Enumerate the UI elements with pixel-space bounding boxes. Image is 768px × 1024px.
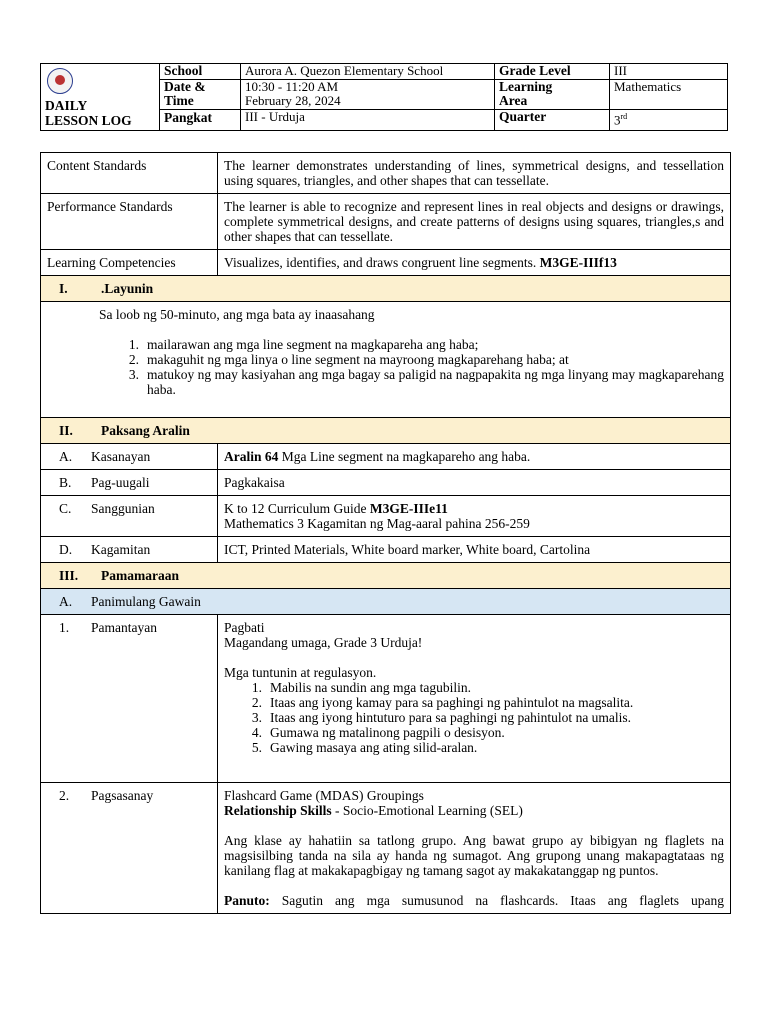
performance-standards-label: Performance Standards <box>41 194 218 250</box>
lesson-log-header <box>40 63 728 131</box>
objective-item: 3. matukoy ng may kasiyahan ang mga bagay sa paligid na nagpapakita ng mga linyang may magkaparehang haba. <box>128 367 724 397</box>
content-standards-text: The learner demonstrates understanding of lines, symmetrical designs, and tessellation using squares, triangles, and other shapes that can tessellate. <box>218 153 731 194</box>
rule-item: 1. Mabilis na sundin ang mga tagubilin. <box>251 680 471 695</box>
lesson-plan-table <box>40 152 731 914</box>
section-pamamaraan-header: III. Pamamaraan <box>41 563 731 589</box>
objective-item: 2. makaguhit ng mga linya o line segment na mayroong magkaparehang haba; at <box>128 352 569 367</box>
rules-list <box>224 680 724 755</box>
rule-item: 2. Itaas ang iyong kamay para sa paghingi ng pahintulot na magsalita. <box>251 695 634 710</box>
header-title-line2: LESSON LOG <box>45 113 132 128</box>
learning-area-label: Learning Area <box>495 79 610 109</box>
pag-uugali-row: B. Pag-uugali Pagkakaisa <box>41 470 731 496</box>
rule-item: 4. Gumawa ng matalinong pagpili o desisyon. <box>251 725 505 740</box>
school-value: Aurora A. Quezon Elementary School <box>241 64 495 80</box>
learning-competencies-text: Visualizes, identifies, and draws congruent line segments. M3GE-IIIf13 <box>218 250 731 276</box>
content-standards-label: Content Standards <box>41 153 218 194</box>
layunin-body <box>41 302 731 418</box>
kasanayan-row: A. Kasanayan Aralin 64 Mga Line segment na magkapareho ang haba. <box>41 444 731 470</box>
performance-standards-row <box>41 194 731 250</box>
section-paksang-aralin-header: II. Paksang Aralin <box>41 418 731 444</box>
deped-seal-icon <box>47 68 73 94</box>
date-label: Date & Time <box>160 79 241 109</box>
school-label: School <box>160 64 241 80</box>
date-value: 10:30 - 11:20 AM February 28, 2024 <box>241 79 495 109</box>
performance-standards-text: The learner is able to recognize and represent lines in real objects and designs or drawings, complete symmetrical designs, and create patterns of designs using squares, triangles,s and other shapes that can tessellate. <box>218 194 731 250</box>
panimulang-gawain-header: A. Panimulang Gawain <box>41 589 731 615</box>
objective-item: 1. mailarawan ang mga line segment na magkapareha ang haba; <box>128 337 479 352</box>
learning-competencies-label: Learning Competencies <box>41 250 218 276</box>
learning-competencies-row <box>41 250 731 276</box>
section-layunin-header: I. .Layunin <box>41 276 731 302</box>
pangkat-value: III - Urduja <box>241 110 495 131</box>
quarter-label: Quarter <box>495 110 610 131</box>
sanggunian-row: C. Sanggunian K to 12 Curriculum Guide M3GE-IIIe11 Mathematics 3 Kagamitan ng Mag-aaral pahina 256-259 <box>41 496 731 537</box>
learning-area-value: Mathematics <box>610 79 728 109</box>
content-standards-row <box>41 153 731 194</box>
grade-value: III <box>610 64 728 80</box>
quarter-value: 3rd <box>610 110 728 131</box>
pamantayan-row: 1. Pamantayan Pagbati Magandang umaga, Grade 3 Urduja! Mga tuntunin at regulasyon. 1. Mabilis na sundin ang mga tagubilin. 2. Itaas ang iyong kamay para sa paghingi ng pahintulot na magsalita. 3. Itaas ang iyong hintuturo para sa paghingi ng pahintulot na umalis. 4. Gumawa ng matalinong pagpili o desisyon. 5. Gawing masaya ang ating silid-aralan. <box>41 615 731 783</box>
layunin-intro: Sa loob ng 50-minuto, ang mga bata ay inaasahang <box>99 307 375 322</box>
rule-item: 3. Itaas ang iyong hintuturo para sa paghingi ng pahintulot na umalis. <box>251 710 632 725</box>
kagamitan-row: D. Kagamitan ICT, Printed Materials, White board marker, White board, Cartolina <box>41 537 731 563</box>
pangkat-label: Pangkat <box>160 110 241 131</box>
rule-item: 5. Gawing masaya ang ating silid-aralan. <box>251 740 478 755</box>
pagsasanay-row: 2. Pagsasanay Flashcard Game (MDAS) Groupings Relationship Skills - Socio-Emotional Learning (SEL) Ang klase ay hahatiin sa tatlong grupo. Ang bawat grupo ay bibigyan ng flaglets na magsisilbing tanda na sila ay handa ng sumagot. Ang grupong unang makapagtataas ng kanilang flag at makakapagbigay ng tamang sagot ay makakatanggap ng puntos. Panuto: Sagutin ang mga sumusunod na flashcards. Itaas ang flaglets upang <box>41 783 731 914</box>
layunin-objectives-list <box>47 337 724 397</box>
grade-label: Grade Level <box>495 64 610 80</box>
header-title-line1: DAILY <box>45 98 88 113</box>
header-logo-cell <box>41 64 160 131</box>
